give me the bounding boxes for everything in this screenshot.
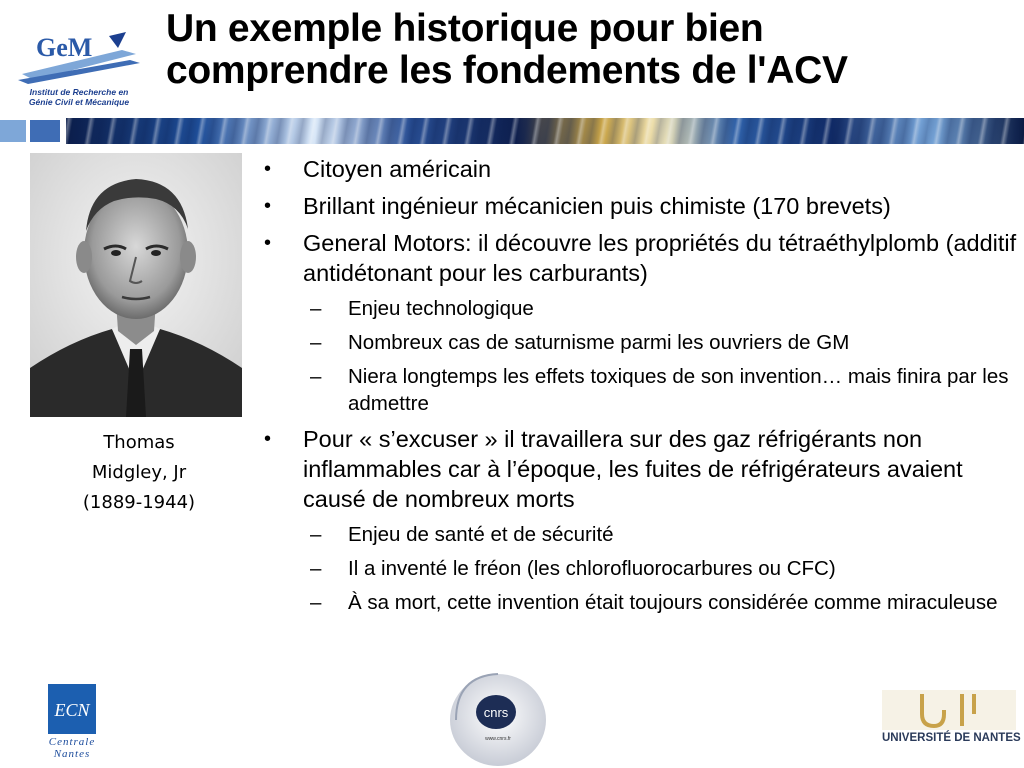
sub-bullet-item — [262, 521, 1022, 548]
universite-nantes-name: UNIVERSITÉ DE NANTES — [882, 732, 1021, 744]
sub-bullet-text: Il a inventé le fréon (les chlorofluorocarbures ou CFC) — [348, 557, 836, 580]
sub-bullet-text: À sa mort, cette invention était toujours considérée comme miraculeuse — [348, 591, 998, 614]
sub-bullet-item — [262, 363, 1022, 417]
slide-title-line2: comprendre les fondements de l'ACV — [166, 49, 848, 92]
band-square-dark — [30, 120, 60, 142]
sub-bullet-marker: – — [310, 297, 322, 320]
slide-title-line1: Un exemple historique pour bien — [166, 7, 764, 50]
ecn-logo-text: ECN — [54, 700, 90, 720]
sub-bullet-text: Enjeu de santé et de sécurité — [348, 523, 614, 546]
cnrs-logo — [442, 668, 554, 768]
sub-bullet-item — [262, 589, 1022, 616]
ecn-logo-line2: Nantes — [53, 748, 91, 760]
bullet-marker: • — [264, 195, 272, 217]
bullet-marker: • — [264, 428, 272, 450]
slide-title — [166, 8, 1016, 92]
bullet-text: Brillant ingénieur mécanicien puis chimiste (170 brevets) — [303, 193, 891, 219]
universite-nantes-logo — [882, 690, 1021, 760]
bullet-marker: • — [264, 158, 272, 180]
sub-bullet-marker: – — [310, 365, 322, 388]
gem-logo-text: GeM — [36, 33, 93, 62]
gem-logo-mark — [14, 30, 144, 86]
gem-logo-line1: Institut de Recherche en — [29, 87, 129, 97]
cnrs-logo-text: cnrs — [483, 705, 509, 720]
bullet-list — [262, 154, 1022, 623]
sub-bullet-item — [262, 295, 1022, 322]
sub-bullet-marker: – — [310, 523, 322, 546]
caption-line1: Thomas — [103, 432, 175, 453]
sub-bullet-marker: – — [310, 331, 322, 354]
cnrs-logo-url: www.cnrs.fr — [485, 736, 511, 742]
sub-bullet-marker: – — [310, 591, 322, 614]
band-strip — [66, 118, 1024, 144]
ecn-logo-mark — [38, 684, 106, 736]
bullet-item — [262, 191, 1022, 221]
sub-bullet-item — [262, 329, 1022, 356]
bullet-item — [262, 154, 1022, 184]
bullet-text: Citoyen américain — [303, 156, 492, 182]
decorative-band — [0, 118, 1024, 144]
bullet-item — [262, 228, 1022, 288]
sub-bullet-text: Niera longtemps les effets toxiques de son invention… mais finira par les admettre — [348, 365, 1009, 415]
sub-bullet-text: Nombreux cas de saturnisme parmi les ouvriers de GM — [348, 331, 850, 354]
band-square-light — [0, 120, 26, 142]
universite-nantes-mark — [882, 690, 1016, 730]
ecn-logo — [38, 684, 106, 764]
sub-bullet-text: Enjeu technologique — [348, 297, 534, 320]
ecn-logo-line1: Centrale — [48, 736, 96, 748]
bullet-marker: • — [264, 232, 272, 254]
gem-logo — [14, 30, 144, 114]
sub-bullet-marker: – — [310, 557, 322, 580]
gem-logo-line2: Génie Civil et Mécanique — [28, 97, 130, 107]
bullet-text: Pour « s’excuser » il travaillera sur des gaz réfrigérants non inflammables car à l’époque, les fuites de réfrigérateurs avaient causé de nombreux morts — [303, 426, 963, 512]
bullet-item — [262, 424, 1022, 514]
bullet-text: General Motors: il découvre les propriétés du tétraéthylplomb (additif antidétonant pour les carburants) — [303, 230, 1017, 286]
sub-bullet-item — [262, 555, 1022, 582]
portrait-caption — [44, 428, 234, 518]
caption-line3: (1889-1944) — [82, 492, 196, 513]
portrait-photo-icon — [30, 153, 242, 417]
caption-line2: Midgley, Jr — [91, 462, 187, 483]
